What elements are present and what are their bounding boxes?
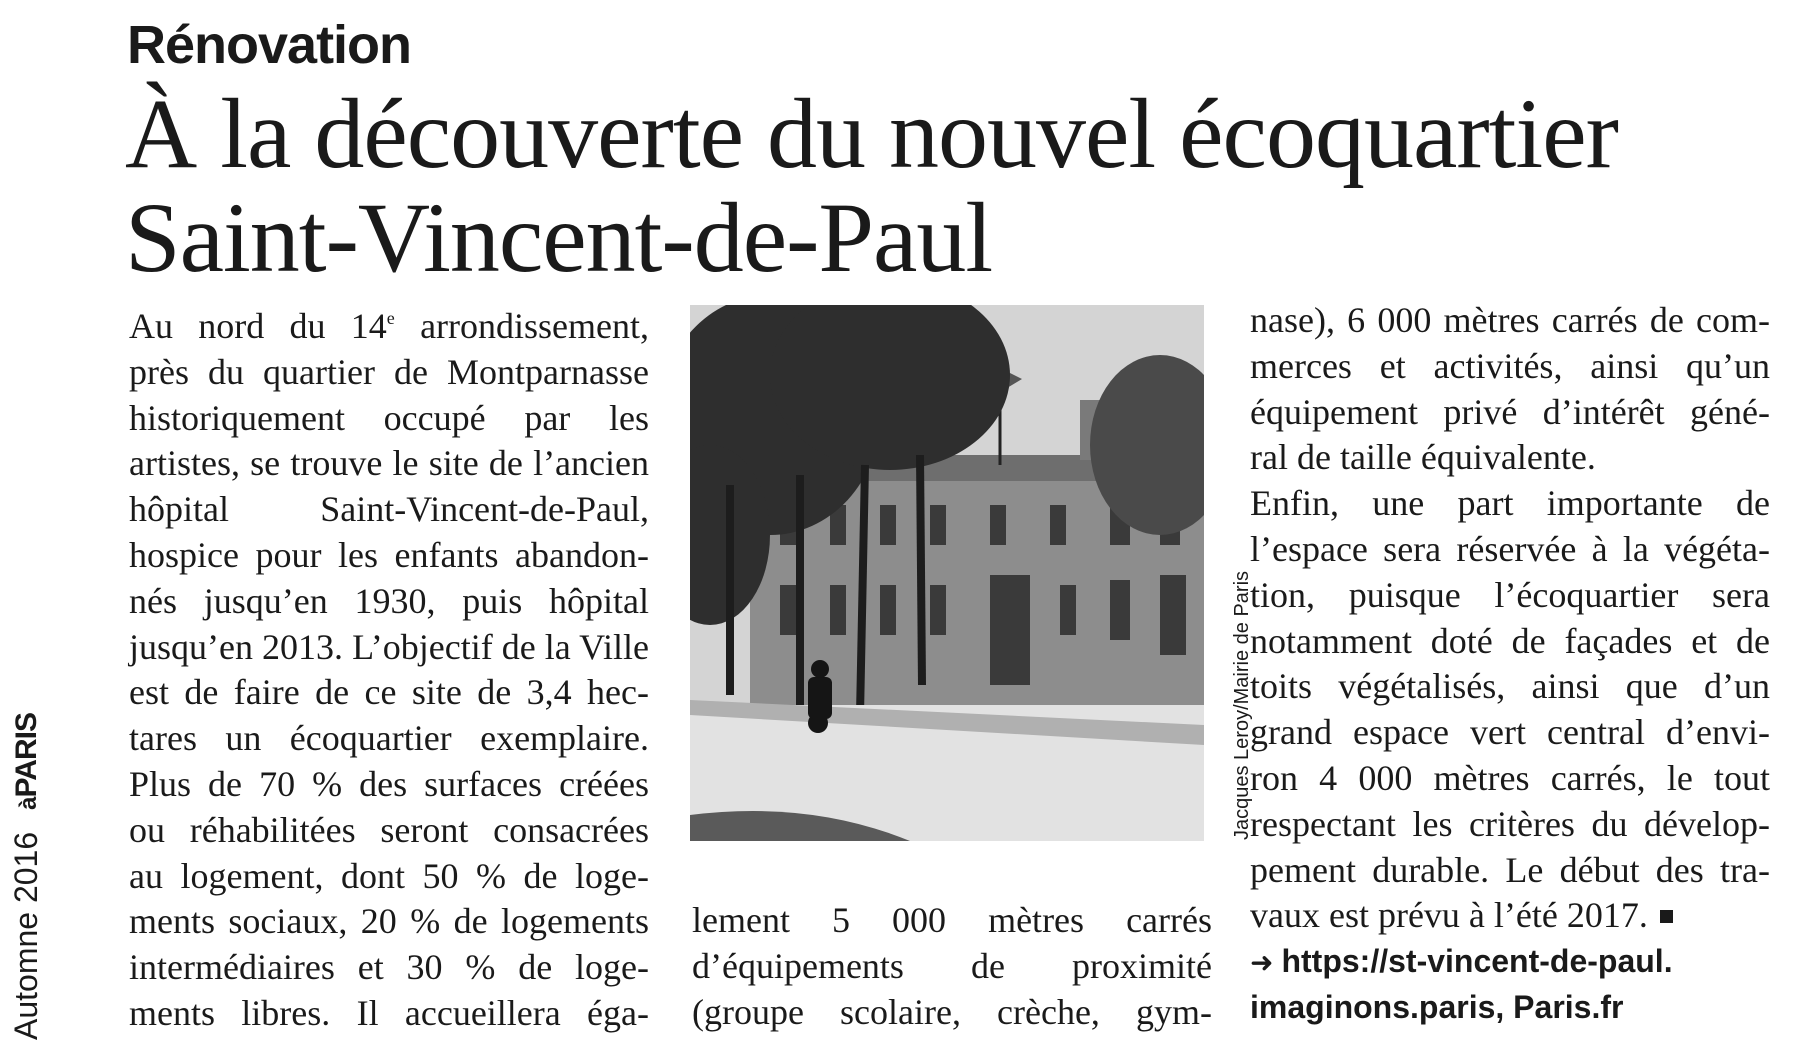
article-line: vaux est prévu à l’été 2017. — [1250, 893, 1770, 939]
article-line: Enfin, une part importante de — [1250, 483, 1770, 524]
article-line: respectant les critères du dévelop- — [1250, 803, 1770, 844]
article-line: tion, puisque l’écoquartier sera — [1250, 574, 1770, 615]
article-line: près du quartier de Montparnasse — [129, 351, 649, 392]
article-column-2 — [692, 898, 1212, 1035]
article-line: pement durable. Le début des tra- — [1250, 849, 1770, 890]
article-line: ou réhabilitées seront consacrées — [129, 809, 649, 850]
article-line: est de faire de ce site de 3,4 hec- — [129, 672, 649, 713]
article-line: nase), 6 000 mètres carrés de com- — [1250, 300, 1770, 340]
article-line: artistes, se trouve le site de l’ancien — [129, 443, 649, 484]
article-line: ments sociaux, 20 % de logements — [129, 901, 649, 942]
article-line: tares un écoquartier exemplaire. — [129, 718, 649, 759]
headline — [125, 78, 1765, 293]
article-line: historiquement occupé par les — [129, 397, 649, 438]
arrow-right-icon: ➜ — [1250, 946, 1274, 980]
edition-date: Automne 2016 — [8, 831, 44, 1040]
headline-line-1: À la découverte du nouvel écoquartier — [125, 78, 1618, 189]
link-url[interactable]: https://st-vincent-de-paul. — [1281, 943, 1673, 980]
link-line-2[interactable]: imaginons.paris, Paris.fr — [1250, 988, 1624, 1025]
article-line: nés jusqu’en 1930, puis hôpital — [129, 580, 649, 621]
headline-line-2: Saint-Vincent-de-Paul — [125, 182, 993, 293]
article-line: intermédiaires et 30 % de loge- — [129, 947, 649, 988]
article-line: (groupe scolaire, crèche, gym- — [692, 991, 1212, 1032]
article-line: grand espace vert central d’envi- — [1250, 712, 1770, 753]
article-line: hospice pour les enfants abandon- — [129, 534, 649, 575]
article-line: ral de taille équivalente. — [1250, 437, 1596, 478]
article-line: Au nord du 14e arrondissement, — [129, 306, 649, 346]
article-line: jusqu’en 2013. L’objectif de la Ville — [129, 626, 649, 667]
article-column-1 — [129, 304, 649, 1037]
article-line: notamment doté de façades et de — [1250, 620, 1770, 661]
article-line: au logement, dont 50 % de loge- — [129, 855, 649, 896]
photo-credit: Jacques Leroy/Mairie de Paris — [1231, 570, 1253, 840]
article-line: l’espace sera réservée à la végéta- — [1250, 528, 1770, 569]
building-photo — [690, 305, 1204, 841]
article-line: hôpital Saint-Vincent-de-Paul, — [129, 489, 649, 530]
article-line: merces et activités, ainsi qu’un — [1250, 345, 1770, 386]
magazine-logo: àPARIS — [9, 713, 43, 810]
article-line: d’équipements de proximité — [692, 945, 1212, 986]
link-line-1[interactable] — [1250, 939, 1770, 985]
article-line: Plus de 70 % des surfaces créées — [129, 763, 649, 804]
edition-sidebar — [8, 713, 45, 1040]
article-line: ron 4 000 mètres carrés, le tout — [1250, 757, 1770, 798]
article-line: lement 5 000 mètres carrés — [692, 900, 1212, 940]
end-of-article-mark — [1660, 910, 1673, 923]
article-line: équipement privé d’intérêt géné- — [1250, 391, 1770, 432]
article-column-3 — [1250, 298, 1770, 1031]
article-line: ments libres. Il accueillera éga- — [129, 992, 649, 1033]
section-kicker: Rénovation — [127, 15, 412, 75]
article-line: toits végétalisés, ainsi que d’un — [1250, 666, 1770, 707]
